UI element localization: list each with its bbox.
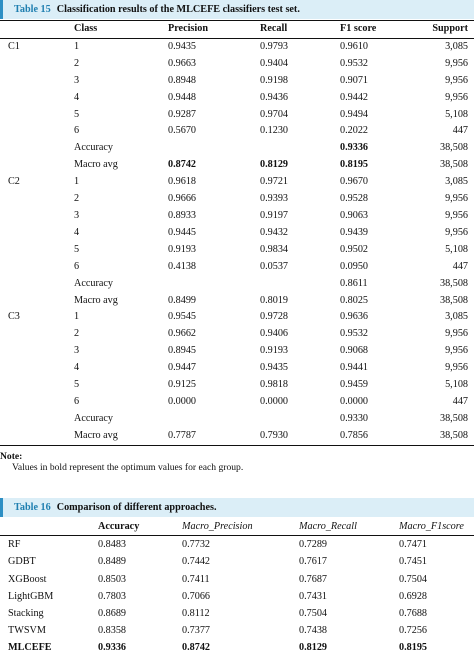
table-cell-method: TWSVM bbox=[8, 625, 46, 637]
table15-title: Classification results of the MLCEFE classifiers test set. bbox=[56, 4, 300, 15]
table-cell-group bbox=[0, 276, 70, 293]
table-cell-group bbox=[0, 157, 70, 174]
table-cell-cls: 5 bbox=[74, 243, 80, 255]
table-cell-cls: 2 bbox=[74, 57, 80, 69]
table-cell-f1: 0.6928 bbox=[399, 590, 428, 602]
table-cell-cls: Macro avg bbox=[74, 159, 118, 171]
table-cell-precision: 0.9287 bbox=[168, 108, 197, 120]
table-cell-group bbox=[0, 191, 70, 208]
table-cell-support: 9,956 bbox=[445, 193, 468, 205]
table-cell-group bbox=[0, 56, 70, 73]
table-cell-recall: 0.9193 bbox=[260, 345, 289, 357]
table-cell-recall: 0.9704 bbox=[260, 108, 289, 120]
table-row bbox=[0, 276, 474, 293]
table-row bbox=[0, 326, 474, 343]
table-row bbox=[0, 309, 474, 326]
table-cell-recall: 0.1230 bbox=[260, 125, 289, 137]
table-cell-recall: 0.7438 bbox=[299, 625, 328, 637]
table-cell-recall: 0.7504 bbox=[299, 608, 328, 620]
table-cell-support: 3,085 bbox=[445, 40, 468, 52]
table-cell-cls: 3 bbox=[74, 209, 80, 221]
table-row bbox=[0, 428, 474, 445]
table-cell-recall: 0.9728 bbox=[260, 311, 289, 323]
table-cell-precision bbox=[168, 140, 260, 157]
table-cell-recall: 0.9197 bbox=[260, 209, 289, 221]
table-row bbox=[0, 360, 474, 377]
table-cell-recall bbox=[260, 140, 340, 157]
table-cell-cls: 4 bbox=[74, 362, 80, 374]
table-row bbox=[0, 605, 474, 622]
table-cell-cls: 3 bbox=[74, 74, 80, 86]
table-cell-recall: 0.9435 bbox=[260, 362, 289, 374]
table-cell-f1: 0.9068 bbox=[340, 345, 369, 357]
table-cell-recall bbox=[260, 276, 340, 293]
table-cell-precision: 0.7442 bbox=[182, 556, 211, 568]
table-cell-recall: 0.0537 bbox=[260, 260, 289, 272]
table-row bbox=[0, 73, 474, 90]
table-cell-precision: 0.7411 bbox=[182, 573, 210, 585]
table-cell-group bbox=[0, 377, 70, 394]
table-cell-f1: 0.8195 bbox=[399, 642, 428, 654]
table-cell-cls: 2 bbox=[74, 328, 80, 340]
table-cell-f1: 0.9336 bbox=[340, 142, 369, 154]
table-cell-recall: 0.9721 bbox=[260, 176, 289, 188]
table-cell-precision: 0.8112 bbox=[182, 608, 210, 620]
table-cell-f1: 0.9636 bbox=[340, 311, 369, 323]
table-cell-recall: 0.7617 bbox=[299, 556, 328, 568]
table-cell-group bbox=[0, 140, 70, 157]
table-cell-support: 38,508 bbox=[439, 277, 468, 289]
table-cell-precision: 0.8742 bbox=[168, 159, 197, 171]
table-row bbox=[0, 588, 474, 605]
table-row bbox=[0, 377, 474, 394]
table-cell-recall: 0.0000 bbox=[260, 395, 289, 407]
table16-header-cell: Macro_Recall bbox=[299, 518, 399, 536]
table-cell-precision: 0.7787 bbox=[168, 428, 260, 445]
table-cell-cls: 2 bbox=[74, 193, 80, 205]
table-cell-precision: 0.8499 bbox=[168, 294, 197, 306]
table-cell-cls: 6 bbox=[74, 125, 80, 137]
table-cell-recall: 0.9436 bbox=[260, 91, 289, 103]
table-cell-precision: 0.9545 bbox=[168, 311, 197, 323]
table-cell-cls: Accuracy bbox=[74, 412, 114, 424]
table-cell-method: RF bbox=[8, 539, 21, 551]
table15-header-cell: F1 score bbox=[340, 21, 422, 39]
table-cell-accuracy: 0.8483 bbox=[98, 539, 127, 551]
table-cell-f1: 0.7451 bbox=[399, 556, 428, 568]
table-cell-precision: 0.5670 bbox=[168, 125, 197, 137]
table-row bbox=[0, 394, 474, 411]
table-cell-group bbox=[0, 326, 70, 343]
table-cell-group bbox=[0, 259, 70, 276]
table-cell-cls: 4 bbox=[74, 226, 80, 238]
table-cell-accuracy: 0.8503 bbox=[98, 573, 127, 585]
table-cell-group bbox=[0, 394, 70, 411]
table-cell-cls: 3 bbox=[74, 345, 80, 357]
table-cell-precision: 0.9662 bbox=[168, 328, 197, 340]
table-cell-recall bbox=[260, 411, 340, 428]
table-cell-method: MLCEFE bbox=[8, 642, 52, 654]
table-cell-recall: 0.9406 bbox=[260, 328, 289, 340]
table-row bbox=[0, 571, 474, 588]
table-cell-support: 38,508 bbox=[439, 159, 468, 171]
table-row bbox=[0, 140, 474, 157]
table-cell-f1: 0.7504 bbox=[399, 573, 428, 585]
table-cell-support: 38,508 bbox=[439, 294, 468, 306]
table-cell-support: 5,108 bbox=[445, 108, 468, 120]
table-row bbox=[0, 622, 474, 639]
note-label: Note: bbox=[0, 451, 23, 462]
table-cell-support: 38,508 bbox=[439, 412, 468, 424]
table-cell-f1: 0.8025 bbox=[340, 294, 369, 306]
table-cell-precision: 0.8948 bbox=[168, 74, 197, 86]
table-cell-precision: 0.9445 bbox=[168, 226, 197, 238]
table-cell-accuracy: 0.9336 bbox=[98, 642, 127, 654]
table-cell-support: 447 bbox=[452, 125, 468, 137]
table-cell-f1: 0.7856 bbox=[340, 428, 422, 445]
table-cell-precision: 0.8933 bbox=[168, 209, 197, 221]
table-cell-cls: 4 bbox=[74, 91, 80, 103]
table15-label: Table 15 bbox=[14, 4, 51, 15]
table-cell-support: 5,108 bbox=[445, 379, 468, 391]
table-cell-group: C3 bbox=[8, 311, 20, 323]
table15-header-cell: Recall bbox=[260, 21, 340, 39]
table-cell-cls: Macro avg bbox=[70, 428, 168, 445]
table-cell-f1: 0.9502 bbox=[340, 243, 369, 255]
table-cell-support: 9,956 bbox=[445, 362, 468, 374]
table-cell-f1: 0.7471 bbox=[399, 539, 428, 551]
table-cell-recall: 0.9793 bbox=[260, 40, 289, 52]
table-cell-recall: 0.9393 bbox=[260, 193, 289, 205]
table-cell-support: 9,956 bbox=[445, 91, 468, 103]
table-cell-support: 9,956 bbox=[445, 57, 468, 69]
table-cell-f1: 0.9610 bbox=[340, 40, 369, 52]
table-cell-f1: 0.0950 bbox=[340, 260, 369, 272]
table-cell-method: XGBoost bbox=[8, 573, 47, 585]
table-cell-cls: Accuracy bbox=[74, 277, 114, 289]
table15-header-row bbox=[0, 21, 474, 39]
table-cell-recall: 0.7431 bbox=[299, 590, 328, 602]
table-cell-precision: 0.8742 bbox=[182, 642, 211, 654]
table-cell-recall: 0.9834 bbox=[260, 243, 289, 255]
caption-accent-bar bbox=[0, 0, 3, 19]
table-cell-f1: 0.9063 bbox=[340, 209, 369, 221]
table15-header-cell: Class bbox=[70, 21, 168, 39]
table-row bbox=[0, 90, 474, 107]
table-row bbox=[0, 38, 474, 55]
table16-header-cell: Macro_F1score bbox=[399, 518, 474, 536]
table-cell-group bbox=[0, 208, 70, 225]
table-cell-f1: 0.7256 bbox=[399, 625, 428, 637]
table-row bbox=[0, 191, 474, 208]
table-cell-cls: 1 bbox=[74, 311, 80, 323]
table-cell-precision: 0.9448 bbox=[168, 91, 197, 103]
table-cell-precision bbox=[168, 276, 260, 293]
table-row bbox=[0, 56, 474, 73]
table-cell-f1: 0.9494 bbox=[340, 108, 369, 120]
table-cell-cls: 5 bbox=[74, 108, 80, 120]
table-cell-precision: 0.9435 bbox=[168, 40, 197, 52]
table-cell-recall: 0.9818 bbox=[260, 379, 289, 391]
table16-title: Comparison of different approaches. bbox=[56, 502, 217, 513]
table-cell-cls: 1 bbox=[74, 40, 80, 52]
table-row bbox=[0, 107, 474, 124]
table-cell-recall: 0.9198 bbox=[260, 74, 289, 86]
table-cell-support: 9,956 bbox=[445, 209, 468, 221]
table-cell-cls: 1 bbox=[74, 176, 80, 188]
table-cell-recall: 0.7687 bbox=[299, 573, 328, 585]
table-cell-f1: 0.9532 bbox=[340, 57, 369, 69]
table-cell-recall: 0.9404 bbox=[260, 57, 289, 69]
table-cell-group bbox=[0, 293, 70, 310]
table-cell-support: 9,956 bbox=[445, 226, 468, 238]
table-cell-group bbox=[0, 428, 70, 445]
table-cell-f1: 0.0000 bbox=[340, 395, 369, 407]
table-cell-f1: 0.9670 bbox=[340, 176, 369, 188]
table-cell-support: 447 bbox=[452, 395, 468, 407]
table-row bbox=[0, 343, 474, 360]
caption-accent-bar bbox=[0, 498, 3, 517]
table15-header-cell: Support bbox=[422, 21, 474, 39]
table-cell-f1: 0.9071 bbox=[340, 74, 369, 86]
table-cell-f1: 0.8611 bbox=[340, 277, 368, 289]
table-row bbox=[0, 123, 474, 140]
table-cell-method: LightGBM bbox=[8, 590, 54, 602]
table-cell-precision: 0.9125 bbox=[168, 379, 197, 391]
table-row bbox=[0, 174, 474, 191]
note-text: Values in bold represent the optimum values for each group. bbox=[12, 462, 244, 473]
table16-header-cell bbox=[0, 518, 98, 536]
table-cell-precision: 0.7066 bbox=[182, 590, 211, 602]
table-cell-cls: Macro avg bbox=[74, 294, 118, 306]
table-cell-f1: 0.7688 bbox=[399, 608, 428, 620]
table-cell-recall: 0.9432 bbox=[260, 226, 289, 238]
table-row bbox=[0, 157, 474, 174]
table-cell-precision: 0.4138 bbox=[168, 260, 197, 272]
table-cell-precision: 0.7377 bbox=[182, 625, 211, 637]
table-cell-group bbox=[0, 242, 70, 259]
table-row bbox=[0, 208, 474, 225]
table-cell-support: 9,956 bbox=[445, 328, 468, 340]
table15 bbox=[0, 20, 474, 446]
table-row bbox=[0, 225, 474, 242]
table-cell-group bbox=[0, 360, 70, 377]
table-cell-precision: 0.9618 bbox=[168, 176, 197, 188]
table-cell-group bbox=[0, 225, 70, 242]
table16 bbox=[0, 518, 474, 657]
table-cell-support: 5,108 bbox=[445, 243, 468, 255]
table-cell-recall: 0.7930 bbox=[260, 428, 340, 445]
table-cell-recall: 0.8129 bbox=[299, 642, 328, 654]
table16-header-row bbox=[0, 518, 474, 536]
table-cell-group: C1 bbox=[8, 40, 20, 52]
table-cell-f1: 0.9330 bbox=[340, 412, 369, 424]
table-cell-group bbox=[0, 73, 70, 90]
table-cell-method: Stacking bbox=[8, 608, 44, 620]
table-cell-support: 9,956 bbox=[445, 345, 468, 357]
table-cell-precision bbox=[168, 411, 260, 428]
table-cell-recall: 0.7289 bbox=[299, 539, 328, 551]
table-cell-support: 38,508 bbox=[422, 428, 474, 445]
table15-caption bbox=[0, 0, 474, 19]
table-cell-recall: 0.8129 bbox=[260, 159, 289, 171]
table-cell-group: C2 bbox=[8, 176, 20, 188]
table-cell-precision: 0.8945 bbox=[168, 345, 197, 357]
table-cell-cls: Accuracy bbox=[74, 142, 114, 154]
table16-header-cell: Accuracy bbox=[98, 518, 182, 536]
table-cell-cls: 6 bbox=[74, 260, 80, 272]
table-cell-group bbox=[0, 123, 70, 140]
table-cell-support: 3,085 bbox=[445, 311, 468, 323]
table-cell-support: 3,085 bbox=[445, 176, 468, 188]
table15-note bbox=[0, 451, 243, 473]
table-cell-precision: 0.9447 bbox=[168, 362, 197, 374]
table-row bbox=[0, 639, 474, 656]
table15-header-cell: Precision bbox=[168, 21, 260, 39]
table-cell-f1: 0.9459 bbox=[340, 379, 369, 391]
table-cell-f1: 0.9442 bbox=[340, 91, 369, 103]
table-cell-accuracy: 0.8489 bbox=[98, 556, 127, 568]
table-cell-recall: 0.8019 bbox=[260, 294, 289, 306]
table-cell-f1: 0.8195 bbox=[340, 159, 369, 171]
table-cell-precision: 0.7732 bbox=[182, 539, 211, 551]
table-cell-group bbox=[0, 107, 70, 124]
table16-caption bbox=[0, 498, 474, 517]
table-cell-support: 38,508 bbox=[439, 142, 468, 154]
table-cell-method: GDBT bbox=[8, 556, 36, 568]
table-cell-group bbox=[0, 343, 70, 360]
table-cell-cls: 6 bbox=[74, 395, 80, 407]
table-cell-f1: 0.9439 bbox=[340, 226, 369, 238]
table-row bbox=[0, 293, 474, 310]
table-cell-precision: 0.9666 bbox=[168, 193, 197, 205]
table-cell-f1: 0.9532 bbox=[340, 328, 369, 340]
table-row bbox=[0, 411, 474, 428]
table-cell-accuracy: 0.7803 bbox=[98, 590, 127, 602]
table16-header-cell: Macro_Precision bbox=[182, 518, 299, 536]
table-cell-precision: 0.0000 bbox=[168, 395, 197, 407]
table-row bbox=[0, 536, 474, 554]
table-cell-accuracy: 0.8689 bbox=[98, 608, 127, 620]
table16-label: Table 16 bbox=[14, 502, 51, 513]
table-row bbox=[0, 553, 474, 570]
table-row bbox=[0, 242, 474, 259]
table15-header-cell bbox=[0, 21, 70, 39]
table-row bbox=[0, 259, 474, 276]
table-cell-group bbox=[0, 90, 70, 107]
table-cell-support: 9,956 bbox=[445, 74, 468, 86]
table-cell-cls: 5 bbox=[74, 379, 80, 391]
table-cell-f1: 0.9441 bbox=[340, 362, 369, 374]
table-cell-support: 447 bbox=[452, 260, 468, 272]
table-cell-f1: 0.9528 bbox=[340, 193, 369, 205]
table-cell-precision: 0.9663 bbox=[168, 57, 197, 69]
table-cell-f1: 0.2022 bbox=[340, 125, 369, 137]
table-cell-group bbox=[0, 411, 70, 428]
table-cell-accuracy: 0.8358 bbox=[98, 625, 127, 637]
table-cell-precision: 0.9193 bbox=[168, 243, 197, 255]
